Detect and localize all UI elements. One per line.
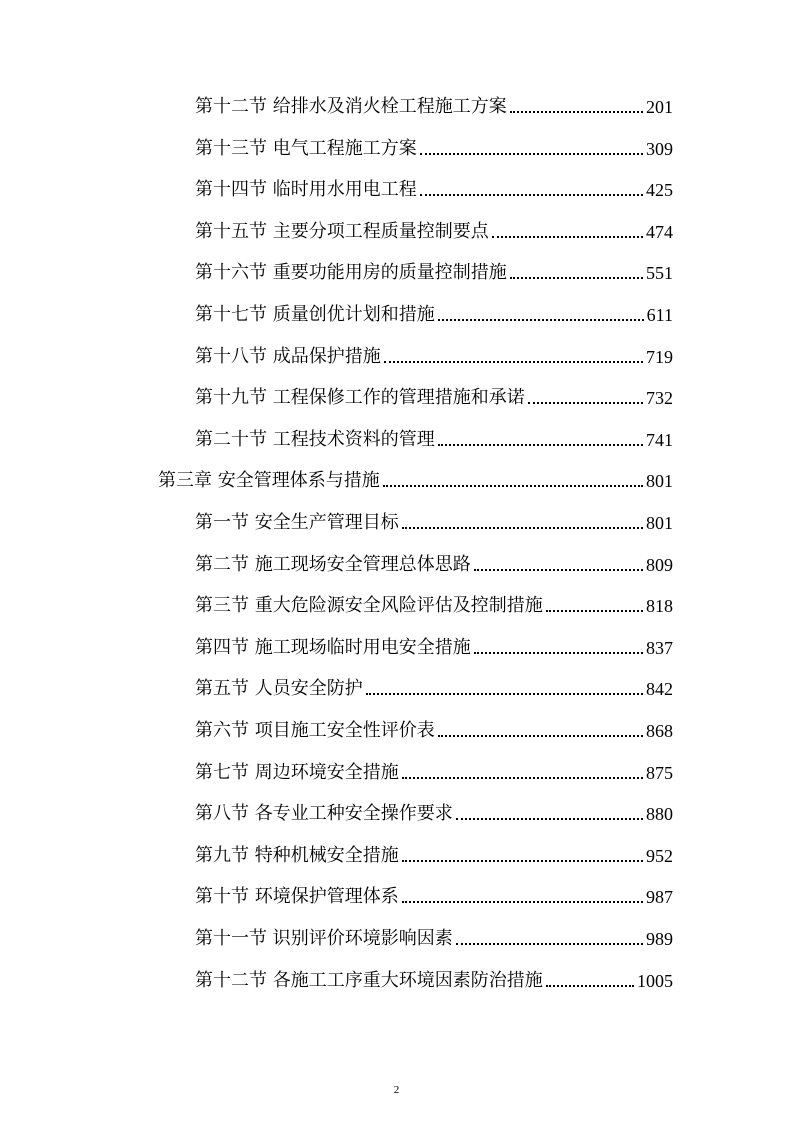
toc-entry-page: 818: [646, 596, 673, 617]
toc-entry-label: 第六节 项目施工安全性评价表: [195, 720, 435, 741]
dot-leader: [438, 734, 643, 737]
toc-entry[interactable]: [195, 754, 673, 784]
toc-entry[interactable]: [195, 837, 673, 867]
toc-entry[interactable]: [195, 878, 673, 908]
dot-leader: [438, 443, 643, 446]
toc-entry[interactable]: [195, 421, 673, 451]
dot-leader: [528, 401, 643, 404]
toc-entry-page: 842: [646, 679, 673, 700]
toc-entry-page: 741: [646, 429, 673, 450]
toc-entry[interactable]: [195, 254, 673, 284]
toc-entry-page: 801: [646, 471, 673, 492]
toc-entry-label: 第十八节 成品保护措施: [195, 345, 381, 367]
page-number: 2: [393, 1084, 400, 1096]
toc-entry[interactable]: [195, 379, 673, 409]
dot-leader: [402, 900, 643, 903]
dot-leader: [366, 692, 643, 695]
dot-leader: [546, 984, 634, 987]
toc-entry-label: 第十三节 电气工程施工方案: [195, 137, 417, 159]
dot-leader: [383, 484, 643, 487]
dot-leader: [510, 110, 643, 113]
dot-leader: [510, 276, 643, 279]
toc-entry-page: 732: [646, 388, 673, 409]
toc-entry[interactable]: [195, 546, 673, 576]
toc-entry-page: 611: [646, 305, 673, 325]
toc-entry[interactable]: [195, 504, 673, 534]
toc-entry[interactable]: [195, 712, 673, 742]
toc-entry-page: 309: [646, 138, 673, 159]
dot-leader: [384, 360, 643, 363]
toc-entry-label: 第二节 施工现场安全管理总体思路: [195, 553, 471, 575]
toc-entry[interactable]: [195, 88, 673, 118]
toc-entry-page: 837: [646, 637, 673, 658]
toc-entry-page: 809: [646, 554, 673, 575]
dot-leader: [402, 776, 643, 779]
toc-entry-page: 474: [646, 221, 673, 242]
toc-entry-label: 第八节 各专业工种安全操作要求: [195, 803, 453, 825]
toc-entry-label: 第十五节 主要分项工程质量控制要点: [195, 220, 489, 242]
toc-entry[interactable]: [195, 213, 673, 243]
toc-entry-page: 425: [646, 180, 673, 201]
toc-entry-page: 987: [646, 887, 673, 908]
toc-entry[interactable]: [195, 296, 673, 326]
dot-leader: [402, 859, 643, 862]
toc-entry[interactable]: [195, 629, 673, 659]
dot-leader: [420, 152, 643, 155]
toc-entry-page: 952: [646, 845, 673, 866]
toc-entry[interactable]: [195, 795, 673, 825]
dot-leader: [420, 193, 643, 196]
toc-entry-label: 第十二节 各施工工序重大环境因素防治措施: [195, 969, 543, 991]
toc-entry-label: 第九节 特种机械安全措施: [195, 844, 399, 866]
dot-leader: [438, 318, 644, 321]
toc-entry[interactable]: [195, 130, 673, 160]
dot-leader: [456, 817, 643, 820]
toc-entry[interactable]: [195, 338, 673, 368]
dot-leader: [402, 526, 643, 529]
toc-entry[interactable]: [195, 962, 673, 992]
toc-entry[interactable]: [195, 670, 673, 700]
toc-entry-label: 第三节 重大危险源安全风险评估及控制措施: [195, 595, 543, 617]
dot-leader: [456, 942, 643, 945]
toc-entry-label: 第七节 周边环境安全措施: [195, 761, 399, 783]
toc-entry-label: 第十六节 重要功能用房的质量控制措施: [195, 262, 507, 284]
toc-entry-page: 801: [646, 513, 673, 533]
toc-entry-label: 第十四节 临时用水用电工程: [195, 179, 417, 201]
toc-entry-label: 第四节 施工现场临时用电安全措施: [195, 636, 471, 658]
dot-leader: [474, 651, 643, 654]
toc-entry-page: 201: [646, 97, 673, 117]
toc-entry-label: 第一节 安全生产管理目标: [195, 512, 399, 533]
toc-entry-page: 868: [646, 721, 673, 741]
toc-entry-label: 第五节 人员安全防护: [195, 678, 363, 700]
toc-entry-page: 719: [646, 346, 673, 367]
dot-leader: [474, 568, 643, 571]
toc-entry-page: 880: [646, 804, 673, 825]
toc-entry[interactable]: [195, 587, 673, 617]
toc-entry-page: 989: [646, 929, 673, 949]
toc-entry[interactable]: [195, 171, 673, 201]
toc-entry-page: 551: [646, 263, 673, 284]
toc-entry-label: 第十九节 工程保修工作的管理措施和承诺: [195, 387, 525, 409]
toc-entry-label: 第十二节 给排水及消火栓工程施工方案: [195, 96, 507, 117]
toc-entry-label: 第十一节 识别评价环境影响因素: [195, 928, 453, 949]
toc-entry-label: 第三章 安全管理体系与措施: [158, 470, 380, 492]
toc-entry-label: 第十节 环境保护管理体系: [195, 886, 399, 908]
toc-entry-label: 第十七节 质量创优计划和措施: [195, 304, 435, 325]
toc-entry[interactable]: [195, 920, 673, 950]
toc-entry-label: 第二十节 工程技术资料的管理: [195, 428, 435, 450]
toc-entry-page: 875: [646, 762, 673, 783]
dot-leader: [546, 609, 643, 612]
toc-chapter-entry[interactable]: [158, 462, 673, 492]
dot-leader: [492, 235, 643, 238]
toc-entry-page: 1005: [637, 970, 673, 991]
